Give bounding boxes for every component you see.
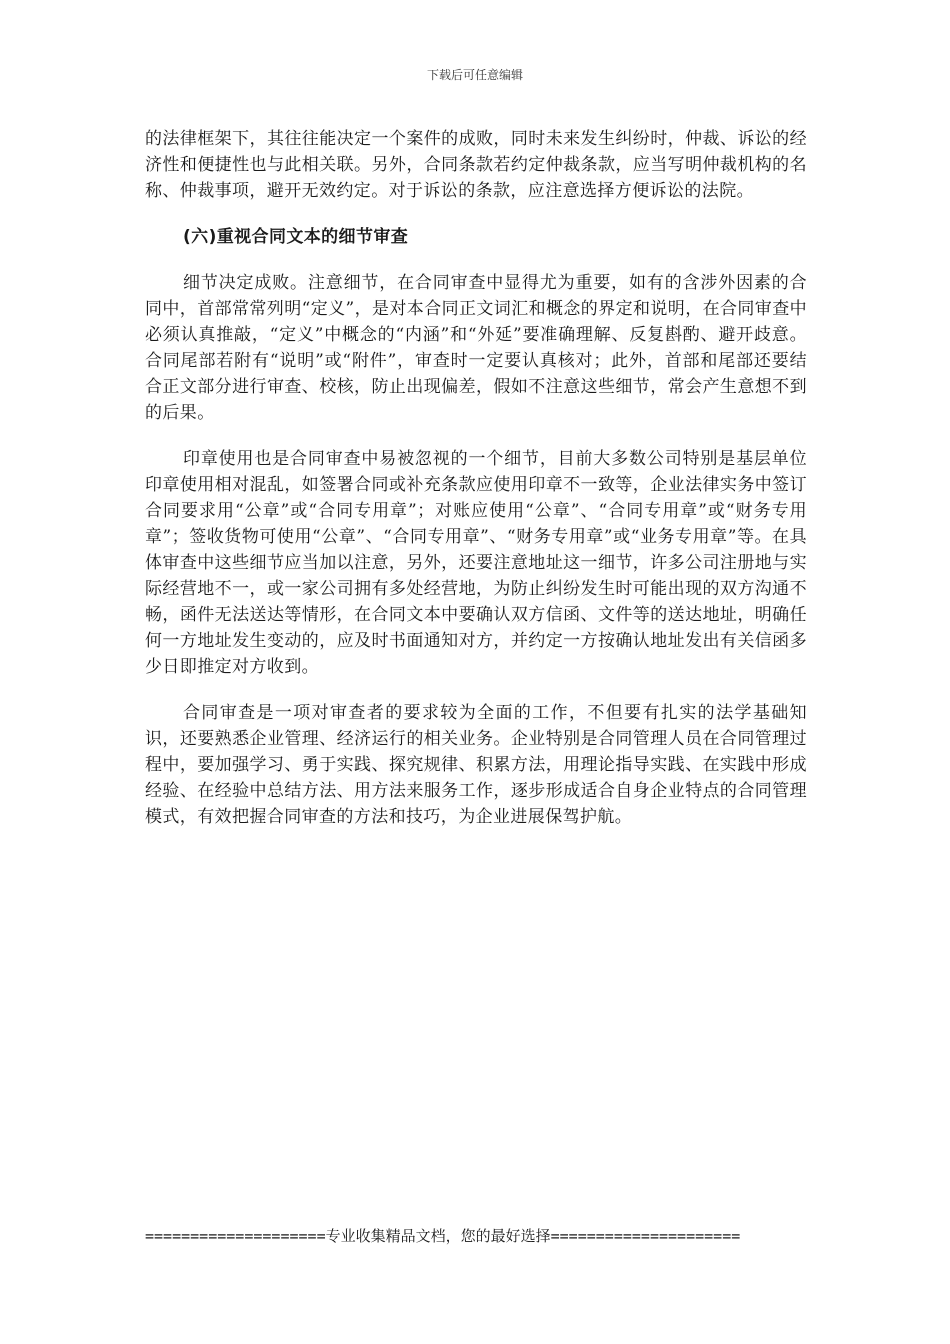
paragraph-conclusion: 合同审查是一项对审查者的要求较为全面的工作，不但要有扎实的法学基础知识，还要熟悉企业管理、经济运行的相关业务。企业特别是合同管理人员在合同管理过程中，要加强学习、勇于实践、探究规律、积累方法，用理论指导实践、在实践中形成经验、在经验中总结方法、用方法来服务工作，逐步形成适合自身企业特点的合同管理模式，有效把握合同审查的方法和技巧，为企业进展保驾护航。 bbox=[145, 703, 807, 827]
paragraph-details: 细节决定成败。注意细节，在合同审查中显得尤为重要，如有的含涉外因素的合同中，首部常常列明“定义”，是对本合同正文词汇和概念的界定和说明，在合同审查中必须认真推敲，“定义”中概念的“内涵”和“外延”要准确理解、反复斟酌、避开歧意。合同尾部若附有“说明”或“附件”，审查时一定要认真核对；此外，首部和尾部还要结合正文部分进行审查、校核，防止出现偏差，假如不注意这些细节，常会产生意想不到的后果。 bbox=[145, 273, 807, 423]
document-body bbox=[145, 126, 807, 850]
page-footer: ====================专业收集精品文档，您的最好选择===================== bbox=[145, 1227, 741, 1245]
paragraph-seal-usage: 印章使用也是合同审查中易被忽视的一个细节，目前大多数公司特别是基层单位印章使用相对混乱，如签署合同或补充条款应使用印章不一致等，企业法律实务中签订合同要求用“公章”或“合同专用章”；对账应使用“公章”、“合同专用章”或“财务专用章”；签收货物可使用“公章”、“合同专用章”、“财务专用章”或“业务专用章”等。在具体审查中这些细节应当加以注意，另外，还要注意地址这一细节，许多公司注册地与实际经营地不一，或一家公司拥有多处经营地，为防止纠纷发生时可能出现的双方沟通不畅，函件无法送达等情形，在合同文本中要确认双方信函、文件等的送达地址，明确任何一方地址发生变动的，应及时书面通知对方，并约定一方按确认地址发出有关信函多少日即推定对方收到。 bbox=[145, 449, 807, 677]
paragraph-continuation: 的法律框架下，其往往能决定一个案件的成败，同时未来发生纠纷时，仲裁、诉讼的经济性和便捷性也与此相关联。另外，合同条款若约定仲裁条款，应当写明仲裁机构的名称、仲裁事项，避开无效约定。对于诉讼的条款，应注意选择方便诉讼的法院。 bbox=[145, 129, 807, 201]
section-heading: (六)重视合同文本的细节审查 bbox=[183, 227, 409, 247]
page-header: 下载后可任意编辑 bbox=[426, 68, 523, 82]
